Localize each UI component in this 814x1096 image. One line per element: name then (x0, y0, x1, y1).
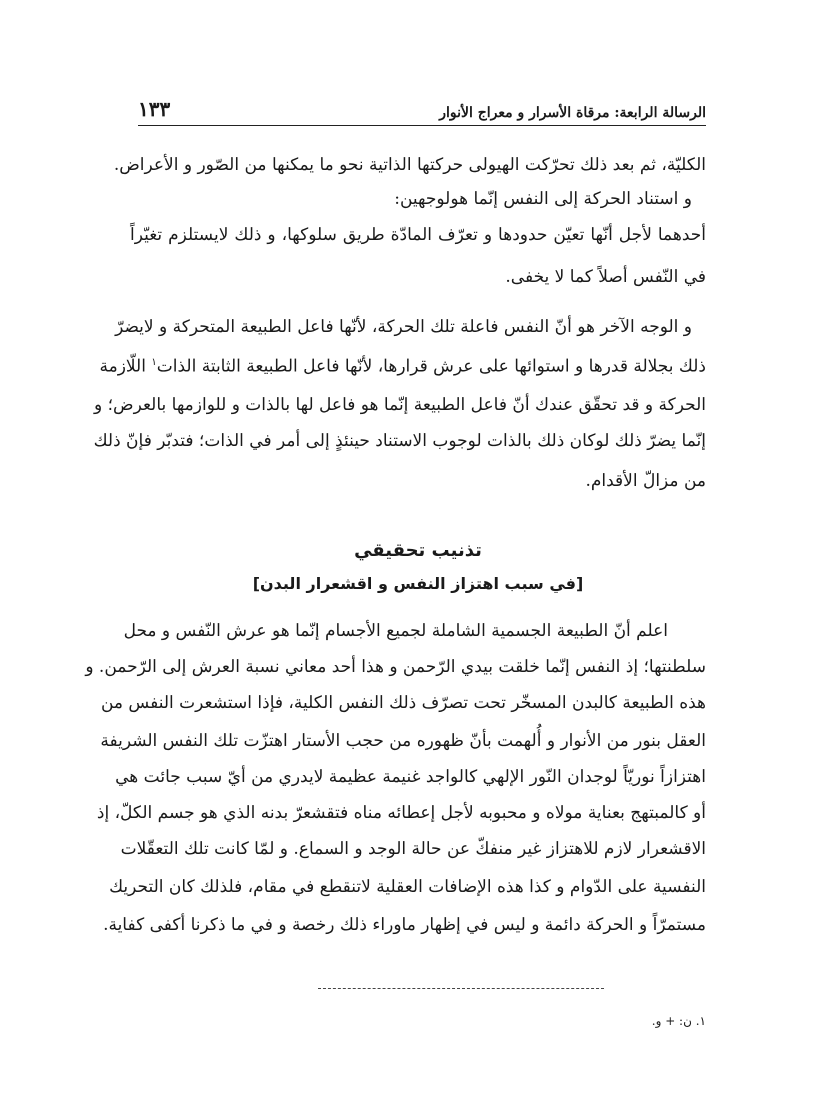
text-line: من مزالّ الأقدام. (585, 471, 706, 491)
page-number: ١٣٣ (138, 97, 171, 121)
text-line: أو كالمبتهج بعناية مولاه و محبوبه لأجل إعطائه مناه فتقشعرّ بدنه الذي هو جسم الكلّ، إذ (96, 803, 706, 823)
first-text-block (93, 150, 706, 500)
section-subtitle: [في سبب اهتزاز النفس و اقشعرار البدن] (252, 574, 584, 593)
text-line: مستمرّاً و الحركة دائمة و ليس في إظهار ماوراء ذلك رخصة و في ما ذكرنا أكفى كفاية. (103, 915, 706, 935)
text-line: و الوجه الآخر هو أنّ النفس فاعلة تلك الحركة، لأنّها فاعل الطبيعة المتحركة و لايضرّ (115, 317, 692, 337)
text-line: الكليّة، ثم بعد ذلك تحرّكت الهيولى حركتها الذاتية نحو ما يمكنها من الصّور و الأعراض. (113, 155, 706, 175)
text-segment: اللّازمة (99, 356, 146, 377)
page-header (138, 92, 706, 126)
footnote: ١. ن: + و. (651, 1014, 706, 1028)
text-segment: ذلك بجلالة قدرها و استوائها على عرش قرارها، لأنّها فاعل الطبيعة الثابتة الذات (156, 356, 706, 377)
text-line: اعلم أنّ الطبيعة الجسمية الشاملة لجميع الأجسام إنّما هو عرش النّفس و محل (123, 621, 668, 641)
text-line: سلطنتها؛ إذ النفس إنّما خلقت بيدي الرّحمن و هذا أحد معاني نسبة العرش إلى الرّحمن. و (85, 657, 706, 677)
text-line: إنّما يضرّ ذلك لوكان ذلك بالذات لوجوب الاستناد حينئذٍ إلى أمر في الذات؛ فتدبّر فإنّ ذلك (93, 431, 706, 451)
text-line: الاقشعرار لازم للاهتزاز غير منفكّ عن حالة الوجد و السماع. و لمّا كانت تلك التعقّلات (120, 839, 706, 859)
text-line (99, 348, 706, 378)
running-title: الرسالة الرابعة: مرقاة الأسرار و معراج الأنوار (439, 105, 706, 121)
text-line: النفسية على الدّوام و كذا هذه الإضافات العقلية لاتنقطع في مقام، فلذلك كان التحريك (109, 877, 706, 897)
text-line: أحدهما لأجل أنّها تعيّن حدودها و تعرّف المادّة طريق سلوكها، و ذلك لايستلزم تغيّراً (130, 225, 706, 245)
text-line: العقل بنور من الأنوار و أُلهمت بأنّ ظهوره من حجب الأستار اهتزّت تلك النفس الشريفة (100, 731, 706, 751)
text-line: و استناد الحركة إلى النفس إنّما هولوجهين: (394, 189, 692, 209)
text-line: هذه الطبيعة كالبدن المسخّر تحت تصرّف ذلك النفس الكلية، فإذا استشعرت النفس من (100, 693, 706, 713)
section-title: تذنيب تحقيقي (354, 540, 482, 561)
text-line: اهتزازاً نوريّاً لوجدان النّور الإلهي كالواجد غنيمة عظيمة لايدري من أيّ سبب جائت هي (115, 767, 706, 787)
footnote-divider (318, 988, 604, 989)
text-line: في النّفس أصلاً كما لا يخفى. (505, 267, 706, 287)
second-text-block (85, 616, 706, 956)
text-line: الحركة و قد تحقّق عندك أنّ فاعل الطبيعة إنّما هو فاعل لها بالذات و للوازمها بالعرض؛ و (94, 395, 706, 415)
footnote-marker: ١ (151, 357, 157, 368)
